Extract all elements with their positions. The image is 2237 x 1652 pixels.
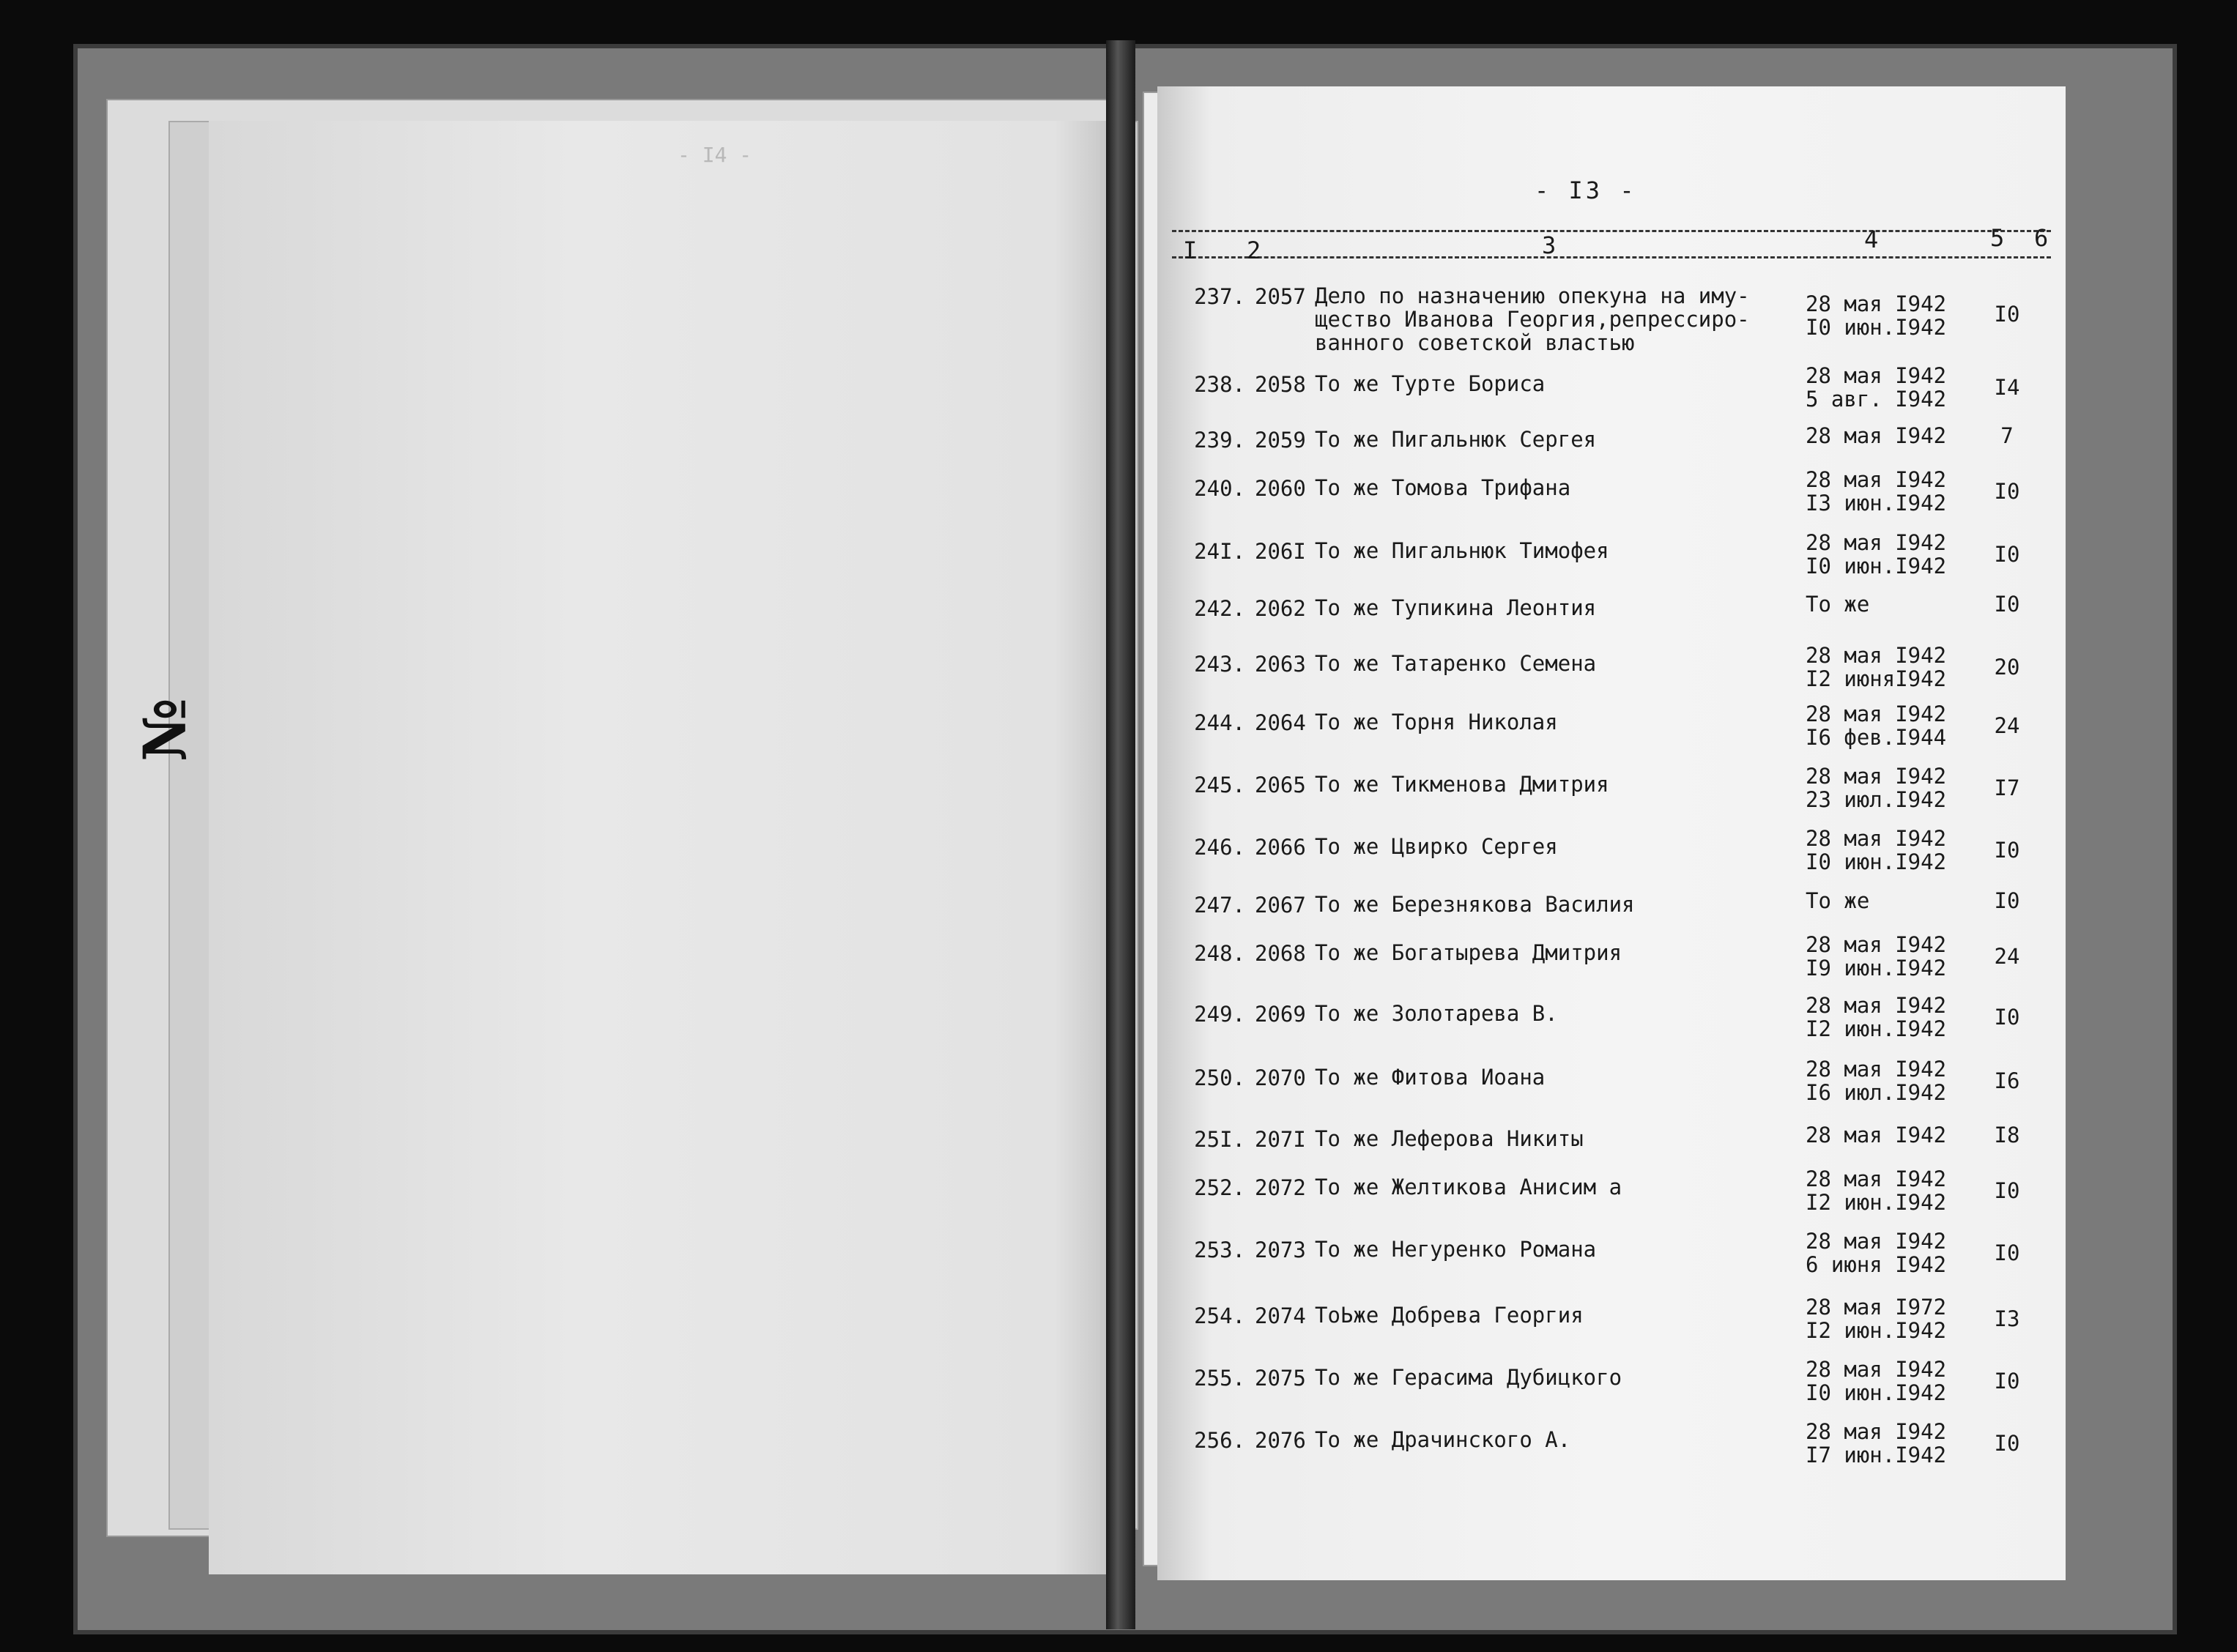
date-end: I6 фев.I944	[1806, 725, 1947, 750]
sheet-count: 20	[1994, 655, 2020, 680]
case-description: То же Турте Бориса	[1315, 371, 1546, 396]
sheet-count: I3	[1994, 1306, 2020, 1331]
case-description: Дело по назначению опекуна на иму- щество Иванова Георгия,репрессиро- ванного советской властью	[1315, 283, 1750, 355]
date-start: 28 мая I942	[1806, 993, 1947, 1018]
sheet-count: 24	[1994, 713, 2020, 738]
case-description: То же Богатырева Дмитрия	[1315, 940, 1622, 965]
page-number: - I3 -	[1535, 176, 1637, 204]
date-end: I9 июн.I942	[1806, 956, 1947, 981]
case-description: То же Золотарева В.	[1315, 1001, 1558, 1026]
case-description: То же Торня Николая	[1315, 710, 1558, 734]
date-start: 28 мая I942	[1806, 643, 1947, 668]
date-start: 28 мая I942	[1806, 826, 1947, 851]
case-code: 2066	[1255, 835, 1306, 860]
sheet-count: I7	[1994, 775, 2020, 800]
date-start: 28 мая I942	[1806, 363, 1947, 388]
column-header-2: 2	[1247, 237, 1261, 264]
column-header-1: I	[1183, 237, 1198, 264]
entry-number: 249.	[1194, 1002, 1245, 1027]
sheet-count: I0	[1994, 1369, 2020, 1394]
date-end: I0 июн.I942	[1806, 554, 1947, 578]
case-code: 2062	[1255, 596, 1306, 621]
date-start: 28 мая I942	[1806, 932, 1947, 957]
case-code: 2065	[1255, 773, 1306, 797]
left-page	[209, 121, 1128, 1574]
date-start: 28 мая I942	[1806, 1419, 1947, 1444]
date-start: 28 мая I942	[1806, 702, 1947, 726]
sheet-count: I0	[1994, 1431, 2020, 1456]
entry-number: 245.	[1194, 773, 1245, 797]
date-start: 28 мая I942	[1806, 291, 1947, 316]
case-code: 2063	[1255, 652, 1306, 677]
sheet-count: I0	[1994, 1005, 2020, 1030]
case-code: 2064	[1255, 710, 1306, 735]
case-code: 2076	[1255, 1428, 1306, 1453]
entry-number: 247.	[1194, 893, 1245, 918]
case-description: То же Желтикова Анисим а	[1315, 1175, 1622, 1199]
case-description: ТоЬже Добрева Георгия	[1315, 1303, 1584, 1328]
entry-number: 240.	[1194, 476, 1245, 501]
column-header-4: 4	[1864, 226, 1879, 253]
entry-number: 239.	[1194, 428, 1245, 453]
case-code: 2059	[1255, 428, 1306, 453]
entry-number: 237.	[1194, 284, 1245, 309]
table-rule-header	[1172, 256, 2051, 258]
case-code: 2075	[1255, 1366, 1306, 1391]
case-description: То же Пигальнюк Тимофея	[1315, 538, 1609, 563]
case-code: 206I	[1255, 539, 1306, 564]
sheet-count: I0	[1994, 1178, 2020, 1203]
sheet-count: I0	[1994, 838, 2020, 863]
entry-number: 256.	[1194, 1428, 1245, 1453]
entry-number: 254.	[1194, 1303, 1245, 1328]
date-end: 5 авг. I942	[1806, 387, 1947, 412]
case-code: 2057	[1255, 284, 1306, 309]
sheet-count: I4	[1994, 375, 2020, 400]
date-end: I0 июн.I942	[1806, 1380, 1947, 1405]
case-description: То же Негуренко Романа	[1315, 1237, 1597, 1262]
case-code: 2069	[1255, 1002, 1306, 1027]
sheet-count: I6	[1994, 1068, 2020, 1093]
entry-number: 244.	[1194, 710, 1245, 735]
column-header-5: 5	[1990, 224, 2005, 252]
date-start: 28 мая I942	[1806, 530, 1947, 555]
entry-number: 238.	[1194, 372, 1245, 397]
entry-number: 246.	[1194, 835, 1245, 860]
date-end: I6 июл.I942	[1806, 1080, 1947, 1105]
date-start: 28 мая I942	[1806, 1167, 1947, 1191]
bleed-through-text: - I4 -	[678, 143, 752, 167]
entry-number: 243.	[1194, 652, 1245, 677]
case-description: То же Фитова Иоана	[1315, 1065, 1546, 1090]
date-end: I2 июн.I942	[1806, 1190, 1947, 1215]
date-end: I3 июн.I942	[1806, 491, 1947, 516]
case-code: 2058	[1255, 372, 1306, 397]
case-code: 2067	[1255, 893, 1306, 918]
sheet-count: I0	[1994, 888, 2020, 913]
date-end: I2 июн.I942	[1806, 1016, 1947, 1041]
case-code: 207I	[1255, 1127, 1306, 1152]
date-end: I2 июн.I942	[1806, 1318, 1947, 1343]
case-description: То же Пигальнюк Сергея	[1315, 427, 1597, 452]
column-header-3: 3	[1542, 231, 1557, 259]
column-header-6: 6	[2034, 224, 2049, 252]
table-rule-top	[1172, 230, 2051, 232]
date-start: 28 мая I942	[1806, 764, 1947, 789]
case-description: То же Тупикина Леонтия	[1315, 595, 1597, 620]
case-code: 2074	[1255, 1303, 1306, 1328]
date-end: 6 июня I942	[1806, 1252, 1947, 1277]
case-description: То же Тикменова Дмитрия	[1315, 772, 1609, 797]
date-start: 28 мая I942	[1806, 423, 1947, 448]
date-start: 28 мая I942	[1806, 1357, 1947, 1382]
sheet-count: 7	[2000, 423, 2014, 448]
sheet-count: I0	[1994, 479, 2020, 504]
date-start: То же	[1806, 888, 1870, 913]
case-code: 2073	[1255, 1238, 1306, 1262]
case-description: То же Цвирко Сергея	[1315, 834, 1558, 859]
case-code: 2060	[1255, 476, 1306, 501]
case-description: То же Леферова Никиты	[1315, 1126, 1584, 1151]
sheet-count: I0	[1994, 592, 2020, 617]
date-start: 28 мая I942	[1806, 1229, 1947, 1254]
entry-number: 25I.	[1194, 1127, 1245, 1152]
date-end: I0 июн.I942	[1806, 315, 1947, 340]
case-description: То же Березнякова Василия	[1315, 892, 1635, 917]
case-description: То же Томова Трифана	[1315, 475, 1571, 500]
sheet-count: 24	[1994, 944, 2020, 969]
date-start: 28 мая I942	[1806, 467, 1947, 492]
case-description: То же Герасима Дубицкого	[1315, 1365, 1622, 1390]
book-spine	[1106, 40, 1135, 1629]
registry-number-mark: №	[130, 698, 199, 762]
entry-number: 250.	[1194, 1065, 1245, 1090]
sheet-count: I0	[1994, 1240, 2020, 1265]
entry-number: 242.	[1194, 596, 1245, 621]
date-start: 28 мая I942	[1806, 1123, 1947, 1147]
case-code: 2068	[1255, 941, 1306, 966]
entry-number: 252.	[1194, 1175, 1245, 1200]
case-description: То же Драчинского А.	[1315, 1427, 1571, 1452]
entry-number: 253.	[1194, 1238, 1245, 1262]
date-start: То же	[1806, 592, 1870, 617]
case-code: 2070	[1255, 1065, 1306, 1090]
date-end: I0 июн.I942	[1806, 849, 1947, 874]
date-end: 23 июл.I942	[1806, 787, 1947, 812]
sheet-count: I0	[1994, 302, 2020, 327]
date-start: 28 мая I972	[1806, 1295, 1947, 1320]
right-page	[1157, 86, 2066, 1580]
case-code: 2072	[1255, 1175, 1306, 1200]
entry-number: 255.	[1194, 1366, 1245, 1391]
date-end: I7 июн.I942	[1806, 1443, 1947, 1467]
entry-number: 248.	[1194, 941, 1245, 966]
date-end: I2 июняI942	[1806, 666, 1947, 691]
case-description: То же Татаренко Семена	[1315, 651, 1597, 676]
sheet-count: I0	[1994, 542, 2020, 567]
sheet-count: I8	[1994, 1123, 2020, 1147]
date-start: 28 мая I942	[1806, 1057, 1947, 1082]
entry-number: 24I.	[1194, 539, 1245, 564]
